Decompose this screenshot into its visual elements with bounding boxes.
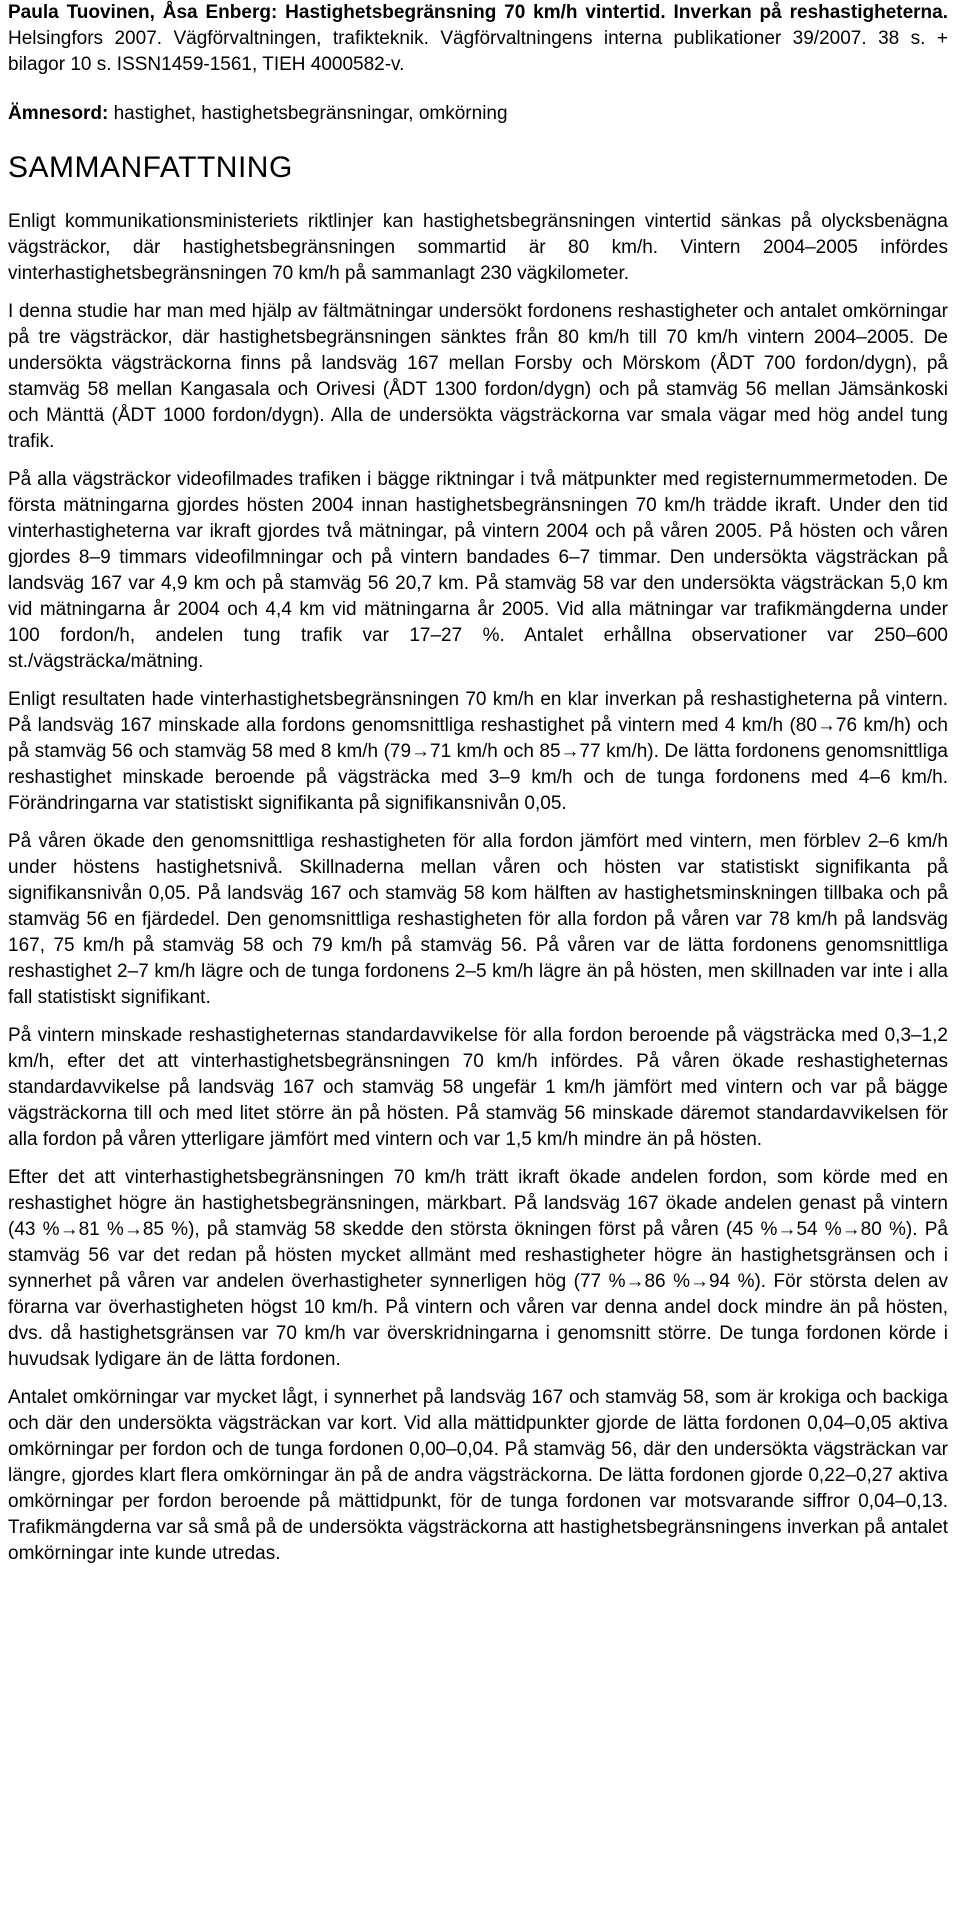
paragraph-standard-deviation: På vintern minskade reshastigheternas standardavvikelse för alla fordon beroende på vägsträcka med 0,3–1,2 km/h, efter det att vinterhastighetsbegränsningen 70 km/h infördes. På våren ökade reshastigheternas standardavvikelse på landsväg 167 och stamväg 58 ungefär 1 km/h jämfört med vintern och var på bägge vägsträckorna till och med litet större än på hösten. På stamväg 56 minskade däremot standardavvikelsen för alla fordon på våren ytterligare jämfört med vintern och var 1,5 km/h mindre än på hösten. xyxy=(8,1025,948,1150)
summary-body xyxy=(8,209,948,1567)
authors-and-title: Paula Tuovinen, Åsa Enberg: Hastighetsbegränsning 70 km/h vintertid. Inverkan på reshastigheterna. xyxy=(8,2,948,23)
bibliographic-reference xyxy=(8,0,948,78)
paragraph-intro: Enligt kommunikationsministeriets riktlinjer kan hastighetsbegränsningen vintertid sänkas på olycksbenägna vägsträckor, där hastighetsbegränsningen sommartid är 80 km/h. Vintern 2004–2005 infördes vinterhastighetsbegränsningen 70 km/h på sammanlagt 230 vägkilometer. xyxy=(8,211,948,284)
paragraph-speeding-share: Efter det att vinterhastighetsbegränsningen 70 km/h trätt ikraft ökade andelen fordon, som körde med en reshastighet högre än hastighetsbegränsningen, märkbart. På landsväg 167 ökade andelen genast på vintern (43 %→81 %→85 %), på stamväg 58 skedde den största ökningen först på våren (45 %→54 %→80 %). På stamväg 56 var det redan på hösten mycket allmänt med reshastigheter högre än hastighetsgränsen och i synnerhet på våren var andelen överhastigheter synnerligen hög (77 %→86 %→94 %). För största delen av förarna var överhastigheten högst 10 km/h. På vintern och våren var denna andel dock mindre än på hösten, dvs. då hastighetsgränsen var 70 km/h var överskridningarna i genomsnitt större. De tunga fordonen körde i huvudsak lydigare än de lätta fordonen. xyxy=(8,1167,948,1370)
paragraph-study-roads: I denna studie har man med hjälp av fältmätningar undersökt fordonens reshastigheter och antalet omkörningar på tre vägsträckor, där hastighetsbegränsningen sänktes från 80 km/h till 70 km/h vintern 2004–2005. De undersökta vägsträckorna finns på landsväg 167 mellan Forsby och Mörskom (ÅDT 700 fordon/dygn), på stamväg 58 mellan Kangasala och Orivesi (ÅDT 1300 fordon/dygn) och på stamväg 56 mellan Jämsänkoski och Mänttä (ÅDT 1000 fordon/dygn). Alla de undersökta vägsträckorna var smala vägar med hög andel tung trafik. xyxy=(8,301,948,452)
keywords-text: hastighet, hastighetsbegränsningar, omkörning xyxy=(108,103,508,124)
paragraph-overtaking: Antalet omkörningar var mycket lågt, i synnerhet på landsväg 167 och stamväg 58, som är krokiga och backiga och där den undersökta vägsträckan var kort. Vid alla mättidpunkter gjorde de lätta fordonen 0,04–0,05 aktiva omkörningar per fordon och de tunga fordonen 0,00–0,04. På stamväg 56, där den undersökta vägsträckan var längre, gjordes klart flera omkörningar än på de andra vägsträckorna. De lätta fordonen gjorde 0,22–0,27 aktiva omkörningar per fordon beroende på mättidpunkt, för de tunga fordonen var motsvarande siffror 0,04–0,13. Trafikmängderna var så små på de undersökta vägsträckorna att hastighetsbegränsningens inverkan på antalet omkörningar inte kunde utredas. xyxy=(8,1387,948,1564)
paragraph-spring-results: På våren ökade den genomsnittliga reshastigheten för alla fordon jämfört med vintern, men förblev 2–6 km/h under höstens hastighetsnivå. Skillnaderna mellan våren och hösten var statistiskt signifikanta på signifikansnivån 0,05. På landsväg 167 och stamväg 58 kom hälften av hastighetsminskningen tillbaka och på stamväg 56 en fjärdedel. Den genomsnittliga reshastigheten för alla fordon på våren var 78 km/h på landsväg 167, 75 km/h på stamväg 58 och 79 km/h på stamväg 56. På våren var de lätta fordonens genomsnittliga reshastighet 2–7 km/h lägre och de tunga fordonens 2–5 km/h lägre än på hösten, men skillnaden var inte i alla fall statistiskt signifikant. xyxy=(8,831,948,1008)
keywords-label: Ämnesord: xyxy=(8,103,109,124)
publication-details: Helsingfors 2007. Vägförvaltningen, trafikteknik. Vägförvaltningens interna publikationer 39/2007. 38 s. + bilagor 10 s. ISSN1459-1561, TIEH 4000582-v. xyxy=(8,28,948,75)
paragraph-method: På alla vägsträckor videofilmades trafiken i bägge riktningar i två mätpunkter med registernummermetoden. De första mätningarna gjordes hösten 2004 innan hastighetsbegränsningen 70 km/h trädde ikraft. Under den tid vinterhastigheterna var ikraft gjordes två mätningar, på vintern 2004 och på våren 2005. På hösten och våren gjordes 8–9 timmars videofilmningar och på vintern bandades 6–7 timmar. Den undersökta vägsträckan på landsväg 167 var 4,9 km och på stamväg 56 20,7 km. På stamväg 58 var den undersökta vägsträckan 5,0 km vid mätningarna år 2004 och 4,4 km vid mätningarna år 2005. Vid alla mätningar var trafikmängderna under 100 fordon/h, andelen tung trafik var 17–27 %. Antalet erhållna observationer var 250–600 st./vägsträcka/mätning. xyxy=(8,469,948,672)
section-title: SAMMANFATTNING xyxy=(8,151,293,184)
keywords-line xyxy=(8,101,948,127)
paragraph-winter-results: Enligt resultaten hade vinterhastighetsbegränsningen 70 km/h en klar inverkan på reshastigheterna på vintern. På landsväg 167 minskade alla fordons genomsnittliga reshastighet på vintern med 4 km/h (80→76 km/h) och på stamväg 56 och stamväg 58 med 8 km/h (79→71 km/h och 85→77 km/h). De lätta fordonens genomsnittliga reshastighet minskade beroende på vägsträcka med 3–9 km/h och de tunga fordonens med 4–6 km/h. Förändringarna var statistiskt signifikanta på signifikansnivån 0,05. xyxy=(8,689,948,814)
